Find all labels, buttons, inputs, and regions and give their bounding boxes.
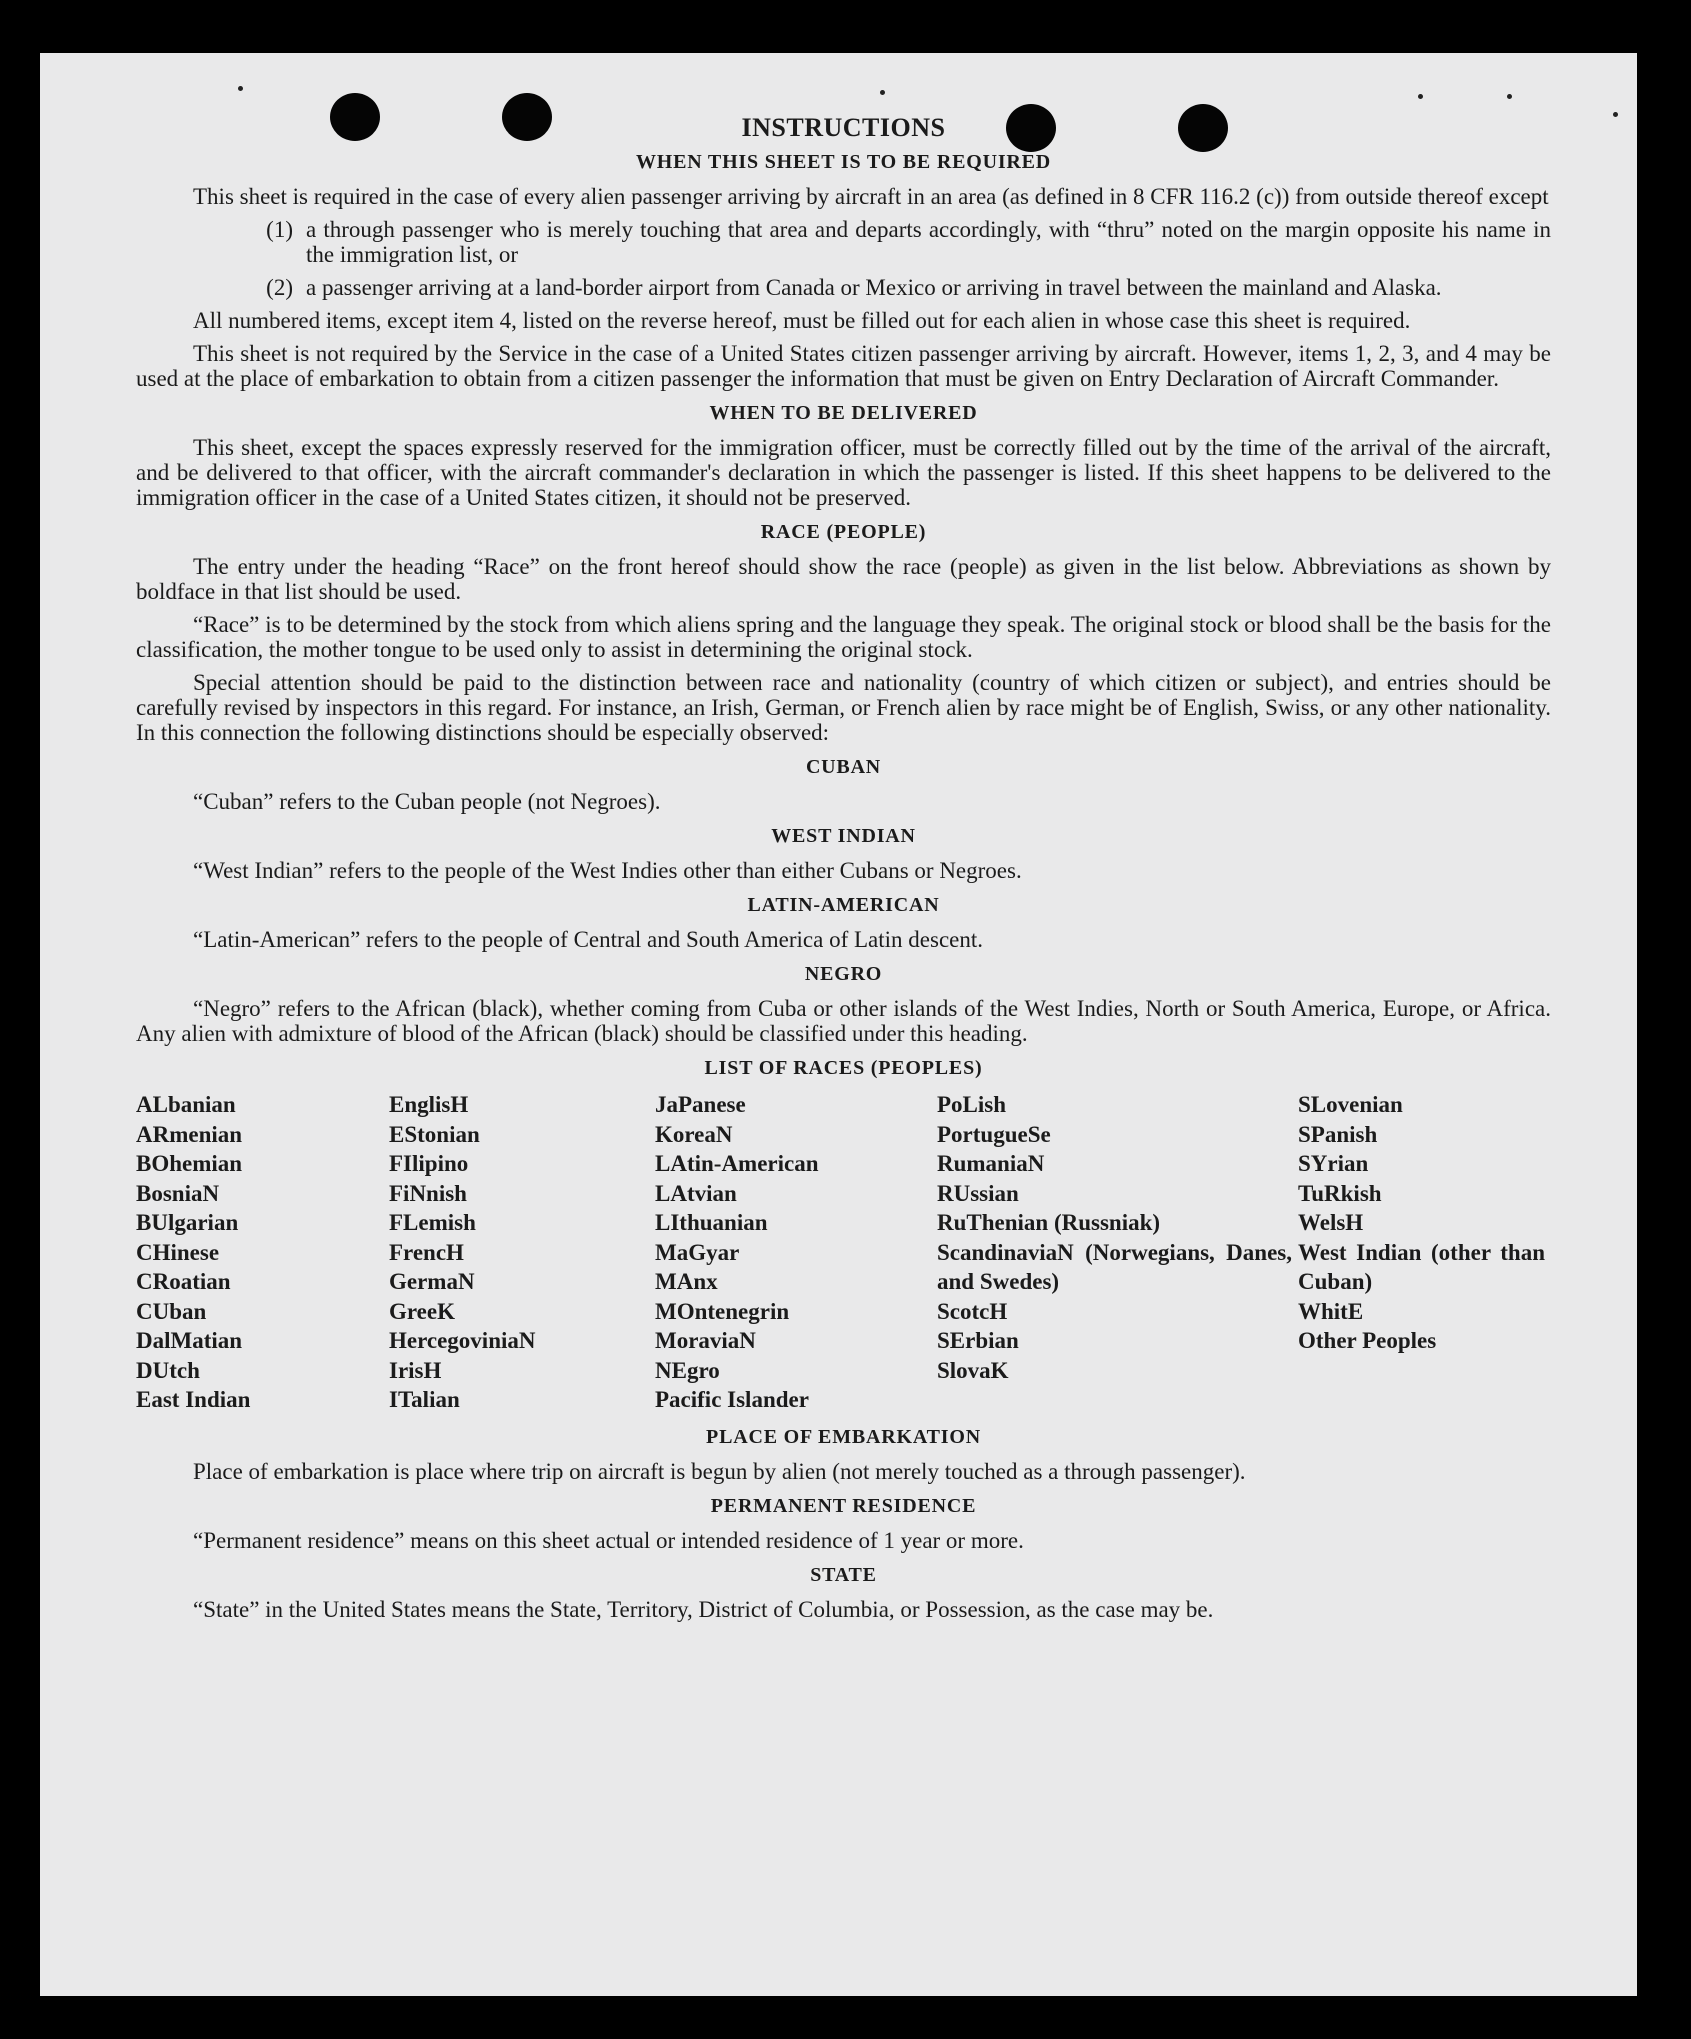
section-heading-negro: NEGRO [804,963,883,985]
race-entry: SYrian [1298,1151,1369,1176]
race-entry: IrisH [389,1357,442,1383]
races-group [937,1090,1298,1238]
race-entry: Pacific Islander [655,1387,809,1412]
race-entry-scandinavian: ScandinaviaN (Norwegians, Danes, and Swedes) [937,1239,1292,1294]
race-entry: MOntenegrin [655,1298,790,1324]
race-entry: JaPanese [655,1092,746,1117]
race-entry: WelsH [1298,1210,1364,1235]
race-entry: SErbian [937,1328,1019,1353]
state-definition: “State” in the United States means the State, Territory, District of Columbia, or Possession, as the case may be. [193,1596,1214,1622]
race-entry: LAtin-American [655,1151,819,1176]
race-entry: WhitE [1298,1298,1364,1324]
section-heading-state: STATE [810,1563,877,1586]
race-entry: MAnx [655,1269,718,1294]
race-paragraph: Special attention should be paid to the distinction between race and nationality (country of which citizen or subject), and entries should be carefully revised by inspectors in this regard. For instance, an Irish, German, or French alien by race might be of English, Swiss, or any other nationality. In this connection the following distinctions should be especially observed: [136,670,1551,745]
race-entry: RumaniaN [937,1151,1045,1176]
required-intro: This sheet is required in the case of every alien passenger arriving by aircraft in an area (as defined in 8 CFR 116.2 (c)) from outside thereof except [193,184,1549,209]
race-entry: SPanish [1298,1121,1378,1147]
residence-definition: “Permanent residence” means on this sheet actual or intended residence of 1 year or more. [193,1527,1024,1553]
race-entry: GermaN [389,1269,475,1294]
race-entry: MoraviaN [655,1328,756,1353]
embarkation-definition: Place of embarkation is place where trip on aircraft is begun by alien (not merely touched as a through passenger). [193,1458,1246,1484]
speck [238,86,243,91]
race-entry: GreeK [389,1298,455,1324]
exception-number: (2) [266,275,293,300]
race-paragraph: The entry under the heading “Race” on the front hereof should show the race (people) as given in the list below. Abbreviations as shown by boldface in that list should be used. [136,554,1551,604]
west-indian-definition: “West Indian” refers to the people of the West Indies other than either Cubans or Negroes. [193,858,1022,883]
exception-text: a through passenger who is merely touching that area and departs accordingly, with “thru” noted on the margin opposite his name in the immigration list, or [306,217,1551,267]
races-column-5 [1298,1090,1551,1415]
race-entry-west-indian: West Indian (other than Cuban) [1298,1239,1545,1294]
races-column-2 [389,1090,655,1415]
race-entry: RUssian [937,1180,1019,1206]
cuban-definition: “Cuban” refers to the Cuban people (not Negroes). [193,789,661,814]
document-sheet [40,53,1637,1996]
exception-number: (1) [266,217,293,242]
race-entry: EnglisH [389,1092,469,1117]
race-entry: Other Peoples [1298,1328,1437,1353]
exception-item [136,275,1551,300]
section-heading-cuban: CUBAN [805,756,882,778]
race-entry: BUlgarian [136,1210,239,1235]
race-paragraph: “Race” is to be determined by the stock from which aliens spring and the language they speak. The original stock or blood shall be the basis for the classification, the mother tongue to be used only to assist in determining the original stock. [136,612,1551,662]
section-heading-race: RACE (PEOPLE) [760,521,927,543]
races-group [1298,1090,1551,1238]
race-entry: EStonian [389,1121,480,1147]
section-heading-delivered: WHEN TO BE DELIVERED [709,402,978,424]
section-heading-latin-american: LATIN-AMERICAN [747,894,940,916]
races-group [1298,1297,1551,1356]
exception-text: a passenger arriving at a land-border airport from Canada or Mexico or arriving in travel between the mainland and Alaska. [306,275,1442,300]
race-entry: CUban [136,1298,207,1324]
race-entry: DalMatian [136,1328,243,1353]
races-group [937,1297,1298,1386]
races-list [136,1090,1551,1415]
race-entry: ARmenian [136,1121,243,1147]
races-column-1 [136,1090,389,1415]
races-column-4 [937,1090,1298,1415]
delivered-paragraph: This sheet, except the spaces expressly reserved for the immigration officer, must be correctly filled out by the time of the arrival of the aircraft, and be delivered to that officer, with the aircraft commander's declaration in which the passenger is listed. If this sheet happens to be delivered to the immigration officer in the case of a United States citizen, it should not be preserved. [136,435,1551,510]
section-heading-embarkation: PLACE OF EMBARKATION [706,1425,981,1448]
race-entry: TuRkish [1298,1180,1382,1206]
race-entry: HercegoviniaN [389,1328,536,1353]
negro-definition: “Negro” refers to the African (black), whether coming from Cuba or other islands of the West Indies, North or South America, Europe, or Africa. Any alien with admixture of blood of the African (black) should be classified under this heading. [136,996,1551,1046]
section-heading-residence: PERMANENT RESIDENCE [710,1494,977,1517]
instructions-body [136,115,1551,1630]
race-entry: SLovenian [1298,1092,1403,1117]
section-heading-west-indian: WEST INDIAN [771,825,916,847]
race-entry: CHinese [136,1239,220,1265]
required-paragraph: All numbered items, except item 4, listed on the reverse hereof, must be filled out for each alien in whose case this sheet is required. [193,308,1411,333]
races-column-3 [655,1090,937,1415]
race-entry: MaGyar [655,1239,740,1265]
race-entry: NEgro [655,1357,720,1383]
page-title: INSTRUCTIONS [741,113,946,142]
race-entry: FLemish [389,1210,476,1235]
required-paragraph: This sheet is not required by the Service in the case of a United States citizen passenger arriving by aircraft. However, items 1, 2, 3, and 4 may be used at the place of embarkation to obtain from a citizen passenger the information that must be given on Entry Declaration of Aircraft Commander. [136,341,1551,391]
race-entry: LIthuanian [655,1210,768,1235]
race-entry: BosniaN [136,1180,220,1206]
race-entry: RuThenian (Russniak) [937,1210,1161,1235]
section-heading-required: WHEN THIS SHEET IS TO BE REQUIRED [635,151,1052,173]
race-entry: DUtch [136,1357,200,1383]
speck [1507,94,1512,99]
speck [1613,112,1618,117]
race-entry: KoreaN [655,1121,733,1147]
race-entry: FIlipino [389,1151,469,1176]
latin-american-definition: “Latin-American” refers to the people of Central and South America of Latin descent. [193,927,983,952]
race-entry: East Indian [136,1387,251,1412]
race-entry: PortugueSe [937,1121,1051,1147]
race-entry: FiNnish [389,1180,467,1206]
race-entry: PoLish [937,1092,1007,1117]
race-entry: LAtvian [655,1180,737,1206]
race-entry: FrencH [389,1239,464,1265]
exception-item [136,217,1551,267]
speck [880,90,885,95]
section-heading-list-of-races: LIST OF RACES (PEOPLES) [704,1057,983,1079]
race-entry: ALbanian [136,1092,236,1117]
speck [1418,94,1423,99]
race-entry: CRoatian [136,1269,231,1294]
race-entry: BOhemian [136,1151,243,1176]
race-entry: SlovaK [937,1357,1009,1383]
race-entry: ScotcH [937,1298,1008,1324]
race-entry: ITalian [389,1387,460,1412]
